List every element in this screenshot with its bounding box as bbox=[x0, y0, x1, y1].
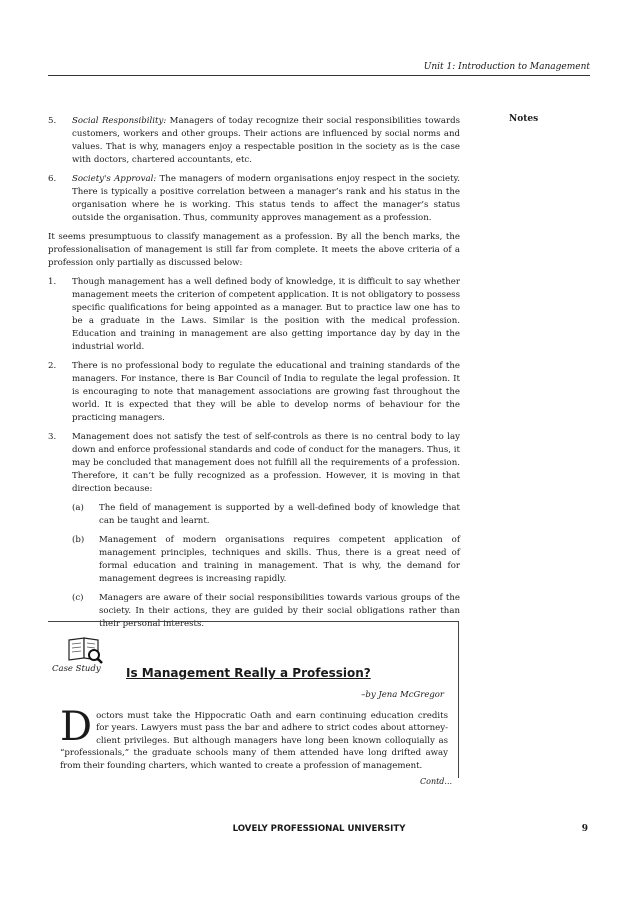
sub-item-text: The field of management is supported by a well-defined body of knowledge that can be taught and learnt. bbox=[99, 503, 460, 526]
list-item bbox=[48, 431, 460, 637]
item-term: Society's Approval: bbox=[72, 174, 157, 184]
list-item bbox=[48, 173, 460, 225]
list-item bbox=[48, 115, 460, 167]
sub-item-text: Management of modern organisations requires competent application of management principles, techniques and skills. Thus, there is a great need of formal education and training in management. That is why, the demand for management degrees is increasing rapidly. bbox=[99, 535, 460, 584]
sub-item bbox=[72, 502, 460, 528]
item-number: 6. bbox=[48, 174, 57, 184]
item-text: There is no professional body to regulate the educational and training standards of the managers. For instance, there is Bar Council of India to regulate the legal profession. It is encouraging to note that management associations are growing fast throughout the world. It is expected that they will be able to develop norms of behaviour for the practicing managers. bbox=[72, 361, 460, 423]
item-text: Management does not satisfy the test of self-controls as there is no central body to lay down and enforce professional standards and code of conduct for the managers. Thus, it may be concluded that management does not fulfill all the requirements of a profession. Therefore, it can’t be fully recognized as a profession. However, it is moving in that direction because: bbox=[72, 432, 460, 494]
book-magnifier-icon bbox=[66, 634, 104, 668]
case-study-label: Case Study bbox=[52, 664, 101, 674]
running-header: Unit 1: Introduction to Management bbox=[423, 62, 590, 72]
list-item bbox=[48, 276, 460, 354]
sub-item-text: Managers are aware of their social responsibilities towards various groups of the society. In their actions, they are guided by their social obligations rather than their personal interests. bbox=[99, 593, 460, 629]
item-text: Society's Approval: The managers of modern organisations enjoy respect in the society. There is typically a positive correlation between a manager’s rank and his status in the organisation where he is working. This status tends to affect the manager’s status outside the organisation. Thus, community approves management as a profession. bbox=[72, 174, 461, 223]
item-number: 1. bbox=[48, 277, 57, 287]
item-term: Social Responsibility: bbox=[72, 116, 167, 126]
drop-cap: D bbox=[60, 704, 93, 750]
header-rule bbox=[48, 75, 590, 76]
sub-list bbox=[72, 502, 460, 631]
item-number: 3. bbox=[48, 432, 57, 442]
sub-item-number: (b) bbox=[72, 535, 85, 545]
case-study-title: Is Management Really a Profession? bbox=[126, 666, 371, 680]
continued-label: Contd... bbox=[420, 777, 453, 786]
item-number: 2. bbox=[48, 361, 57, 371]
footer-university: LOVELY PROFESSIONAL UNIVERSITY bbox=[232, 824, 406, 834]
case-study-text: Doctors must take the Hippocratic Oath and earn continuing education credits for years. Lawyers must pass the bar and adhere to strict codes about attorney-client privileges. But although managers have long been known colloquially as “professionals,” the graduate schools many of them attended have long drifted away from their founding charters, which wanted to create a profession of management. bbox=[60, 704, 448, 771]
margin-notes-label: Notes bbox=[509, 114, 539, 124]
sub-item bbox=[72, 534, 460, 586]
sub-item-number: (c) bbox=[72, 593, 84, 603]
list-item bbox=[48, 360, 460, 425]
case-study-box bbox=[48, 621, 459, 778]
page-number: 9 bbox=[581, 824, 588, 834]
case-study-byline: –by Jena McGregor bbox=[361, 690, 444, 700]
item-text: Social Responsibility: Managers of today recognize their social responsibilities towards customers, workers and other groups. Their actions are influenced by social norms and values. That is why, managers enjoy a respectable position in the society as is the case with doctors, chartered accountants, etc. bbox=[72, 116, 460, 165]
sub-item-number: (a) bbox=[72, 503, 84, 513]
body-paragraph: It seems presumptuous to classify management as a profession. By all the bench marks, the professionalisation of management is still far from complete. It meets the above criteria of a profession only partially as discussed below: bbox=[48, 232, 460, 268]
item-number: 5. bbox=[48, 116, 57, 126]
main-content bbox=[48, 115, 460, 643]
item-text: Though management has a well defined body of knowledge, it is difficult to say whether management meets the criterion of competent application. It is not obligatory to possess specific qualifications for being appointed as a manager. But to practice law one has to be a graduate in the Laws. Similar is the position with the medical profession. Education and training in management are also getting importance day by day in the industrial world. bbox=[72, 277, 460, 352]
